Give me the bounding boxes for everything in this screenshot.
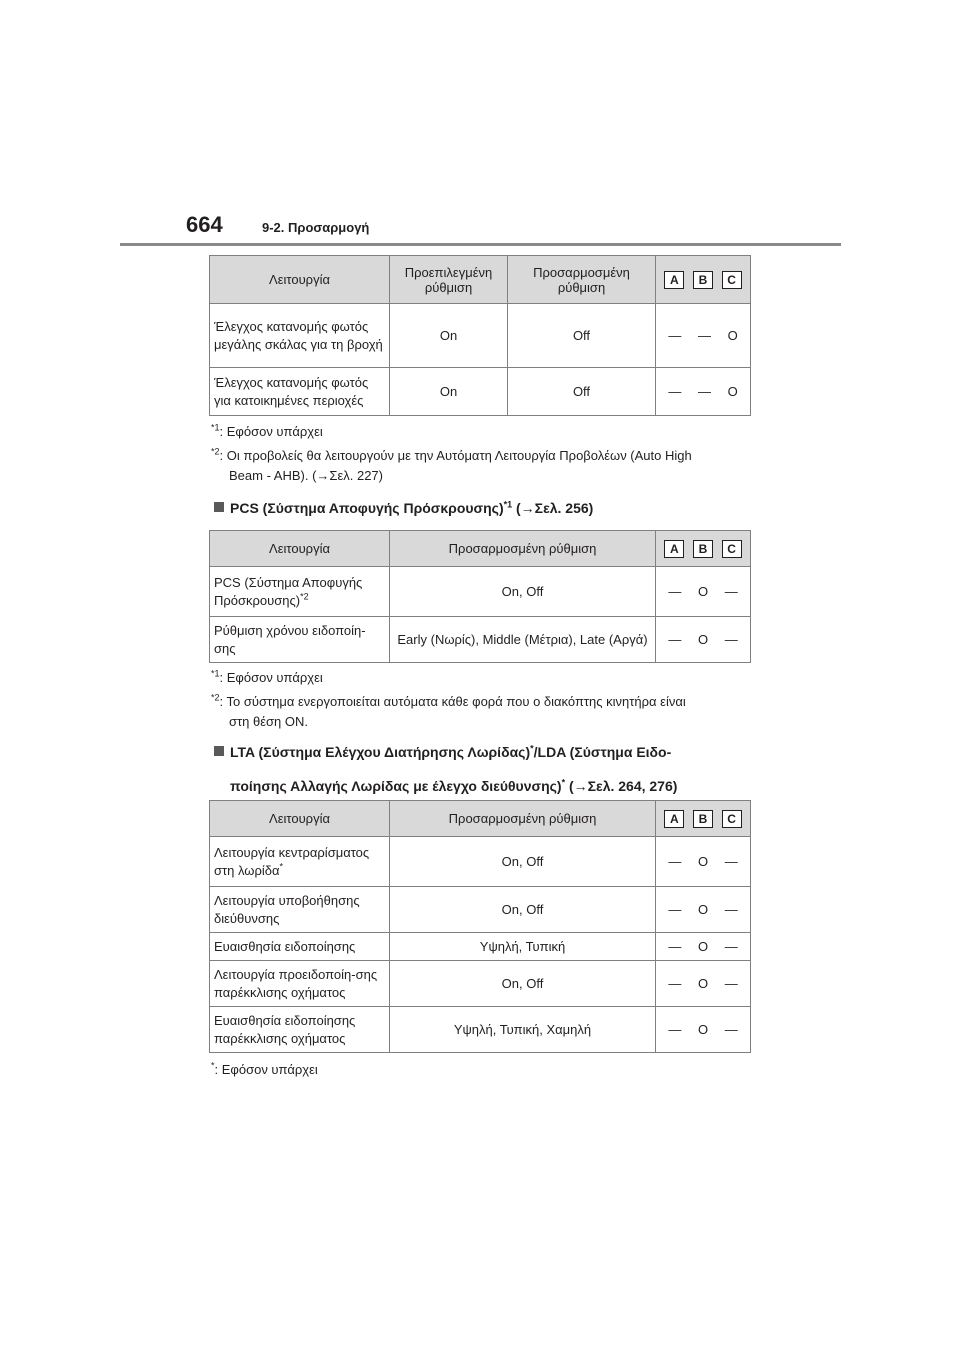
cell-abc xyxy=(656,1007,751,1053)
cell-abc xyxy=(656,617,751,663)
cell-c: — xyxy=(724,854,738,869)
cell-c: — xyxy=(724,939,738,954)
cell-custom: Υψηλή, Τυπική xyxy=(390,933,656,961)
square-bullet-icon xyxy=(214,502,224,512)
table-row xyxy=(210,887,751,933)
cell-abc xyxy=(656,933,751,961)
settings-table-1 xyxy=(209,255,751,416)
cell-c: O xyxy=(727,384,738,399)
table-row xyxy=(210,567,751,617)
cell-function: Λειτουργία προειδοποίη-σης παρέκκλισης οχήματος xyxy=(210,961,390,1007)
cell-abc xyxy=(656,304,751,368)
table-row xyxy=(210,837,751,887)
table-row xyxy=(210,304,751,368)
footnotes-1 xyxy=(211,422,751,486)
cell-c: — xyxy=(724,1022,738,1037)
cell-c: O xyxy=(727,328,738,343)
cell-a: — xyxy=(668,976,682,991)
table-row xyxy=(210,617,751,663)
cell-b: O xyxy=(697,902,709,917)
table-row xyxy=(210,933,751,961)
cell-abc xyxy=(656,567,751,617)
cell-abc xyxy=(656,837,751,887)
cell-custom: Off xyxy=(508,368,656,416)
cell-b: O xyxy=(697,976,709,991)
col-header-abc xyxy=(656,531,751,567)
footnote: *: Εφόσον υπάρχει xyxy=(211,1060,318,1077)
box-a: A xyxy=(664,271,684,289)
cell-a: — xyxy=(668,902,682,917)
cell-b: O xyxy=(697,939,709,954)
cell-a: — xyxy=(668,384,682,399)
cell-a: — xyxy=(668,939,682,954)
section-heading-lta: LTA (Σύστημα Ελέγχου Διατήρησης Λωρίδας)*/LDA (Σύστημα Ειδο- ποίησης Αλλαγής Λωρίδας με έλεγχο διεύθυνσης)* (→Σελ. 264, 276) xyxy=(214,738,774,800)
cell-function: PCS (Σύστημα Αποφυγής Πρόσκρουσης)$^{*2}$ xyxy=(210,567,390,617)
box-c: C xyxy=(722,540,742,558)
cell-function: Ρύθμιση χρόνου ειδοποίη-σης xyxy=(210,617,390,663)
cell-c: — xyxy=(724,902,738,917)
cell-default: On xyxy=(390,304,508,368)
cell-function: Έλεγχος κατανομής φωτός για κατοικημένες περιοχές xyxy=(210,368,390,416)
table-row xyxy=(210,961,751,1007)
col-header-function: Λειτουργία xyxy=(210,801,390,837)
col-header-custom: Προσαρμοσμένη ρύθμιση xyxy=(390,801,656,837)
section-heading-pcs: PCS (Σύστημα Αποφυγής Πρόσκρουσης)$^{*1}$ (→Σελ. 256) xyxy=(214,494,774,522)
col-header-function: Λειτουργία xyxy=(210,256,390,304)
footnote-cont: Beam - AHB). (→Σελ. 227) xyxy=(229,468,383,483)
cell-a: — xyxy=(668,632,682,647)
cell-c: — xyxy=(724,976,738,991)
table-row xyxy=(210,1007,751,1053)
cell-function: Έλεγχος κατανομής φωτός μεγάλης σκάλας για τη βροχή xyxy=(210,304,390,368)
footnote: $^{*2}$: Οι προβολείς θα λειτουργούν με την Αυτόματη Λειτουργία Προβολέων (Auto High xyxy=(211,446,692,463)
col-header-abc xyxy=(656,256,751,304)
square-bullet-icon xyxy=(214,746,224,756)
cell-custom: On, Off xyxy=(390,567,656,617)
cell-function: Ευαισθησία ειδοποίησης xyxy=(210,933,390,961)
cell-custom: Υψηλή, Τυπική, Χαμηλή xyxy=(390,1007,656,1053)
col-header-custom: Προσαρμοσμένη ρύθμιση xyxy=(390,531,656,567)
settings-table-3 xyxy=(209,800,751,1053)
cell-custom: On, Off xyxy=(390,837,656,887)
cell-b: O xyxy=(697,632,709,647)
cell-abc xyxy=(656,961,751,1007)
cell-b: O xyxy=(697,1022,709,1037)
cell-c: — xyxy=(724,632,738,647)
cell-b: — xyxy=(697,328,711,343)
box-b: B xyxy=(693,540,713,558)
col-header-abc xyxy=(656,801,751,837)
cell-a: — xyxy=(668,584,682,599)
footnote: $^{*1}$: Εφόσον υπάρχει xyxy=(211,668,323,685)
cell-c: — xyxy=(724,584,738,599)
col-header-function: Λειτουργία xyxy=(210,531,390,567)
cell-a: — xyxy=(668,854,682,869)
cell-custom: Early (Νωρίς), Middle (Μέτρια), Late (Αργά) xyxy=(390,617,656,663)
col-header-default: Προεπιλεγμένη ρύθμιση xyxy=(390,256,508,304)
header-rule xyxy=(120,243,841,246)
cell-abc xyxy=(656,368,751,416)
cell-custom: On, Off xyxy=(390,887,656,933)
footnotes-3 xyxy=(211,1060,751,1080)
cell-b: O xyxy=(697,854,709,869)
box-c: C xyxy=(722,810,742,828)
section-title: 9-2. Προσαρμογή xyxy=(262,220,370,235)
cell-b: O xyxy=(697,584,709,599)
col-header-custom: Προσαρμοσμένη ρύθμιση xyxy=(508,256,656,304)
cell-custom: Off xyxy=(508,304,656,368)
cell-a: — xyxy=(668,1022,682,1037)
cell-a: — xyxy=(668,328,682,343)
cell-abc xyxy=(656,887,751,933)
page-number: 664 xyxy=(186,212,223,237)
footnote-cont: στη θέση ON. xyxy=(229,714,309,729)
cell-default: On xyxy=(390,368,508,416)
cell-function: Λειτουργία κεντραρίσματος στη λωρίδα* xyxy=(210,837,390,887)
box-b: B xyxy=(693,810,713,828)
box-b: B xyxy=(693,271,713,289)
footnote: $^{*2}$: Το σύστημα ενεργοποιείται αυτόματα κάθε φορά που ο διακόπτης κινητήρα είναι xyxy=(211,692,686,709)
table-row xyxy=(210,368,751,416)
cell-b: — xyxy=(697,384,711,399)
settings-table-2 xyxy=(209,530,751,663)
footnote: $^{*1}$: Εφόσον υπάρχει xyxy=(211,422,323,439)
footnotes-2 xyxy=(211,668,751,732)
cell-custom: On, Off xyxy=(390,961,656,1007)
box-a: A xyxy=(664,540,684,558)
box-a: A xyxy=(664,810,684,828)
cell-function: Λειτουργία υποβοήθησης διεύθυνσης xyxy=(210,887,390,933)
box-c: C xyxy=(722,271,742,289)
cell-function: Ευαισθησία ειδοποίησης παρέκκλισης οχήματος xyxy=(210,1007,390,1053)
